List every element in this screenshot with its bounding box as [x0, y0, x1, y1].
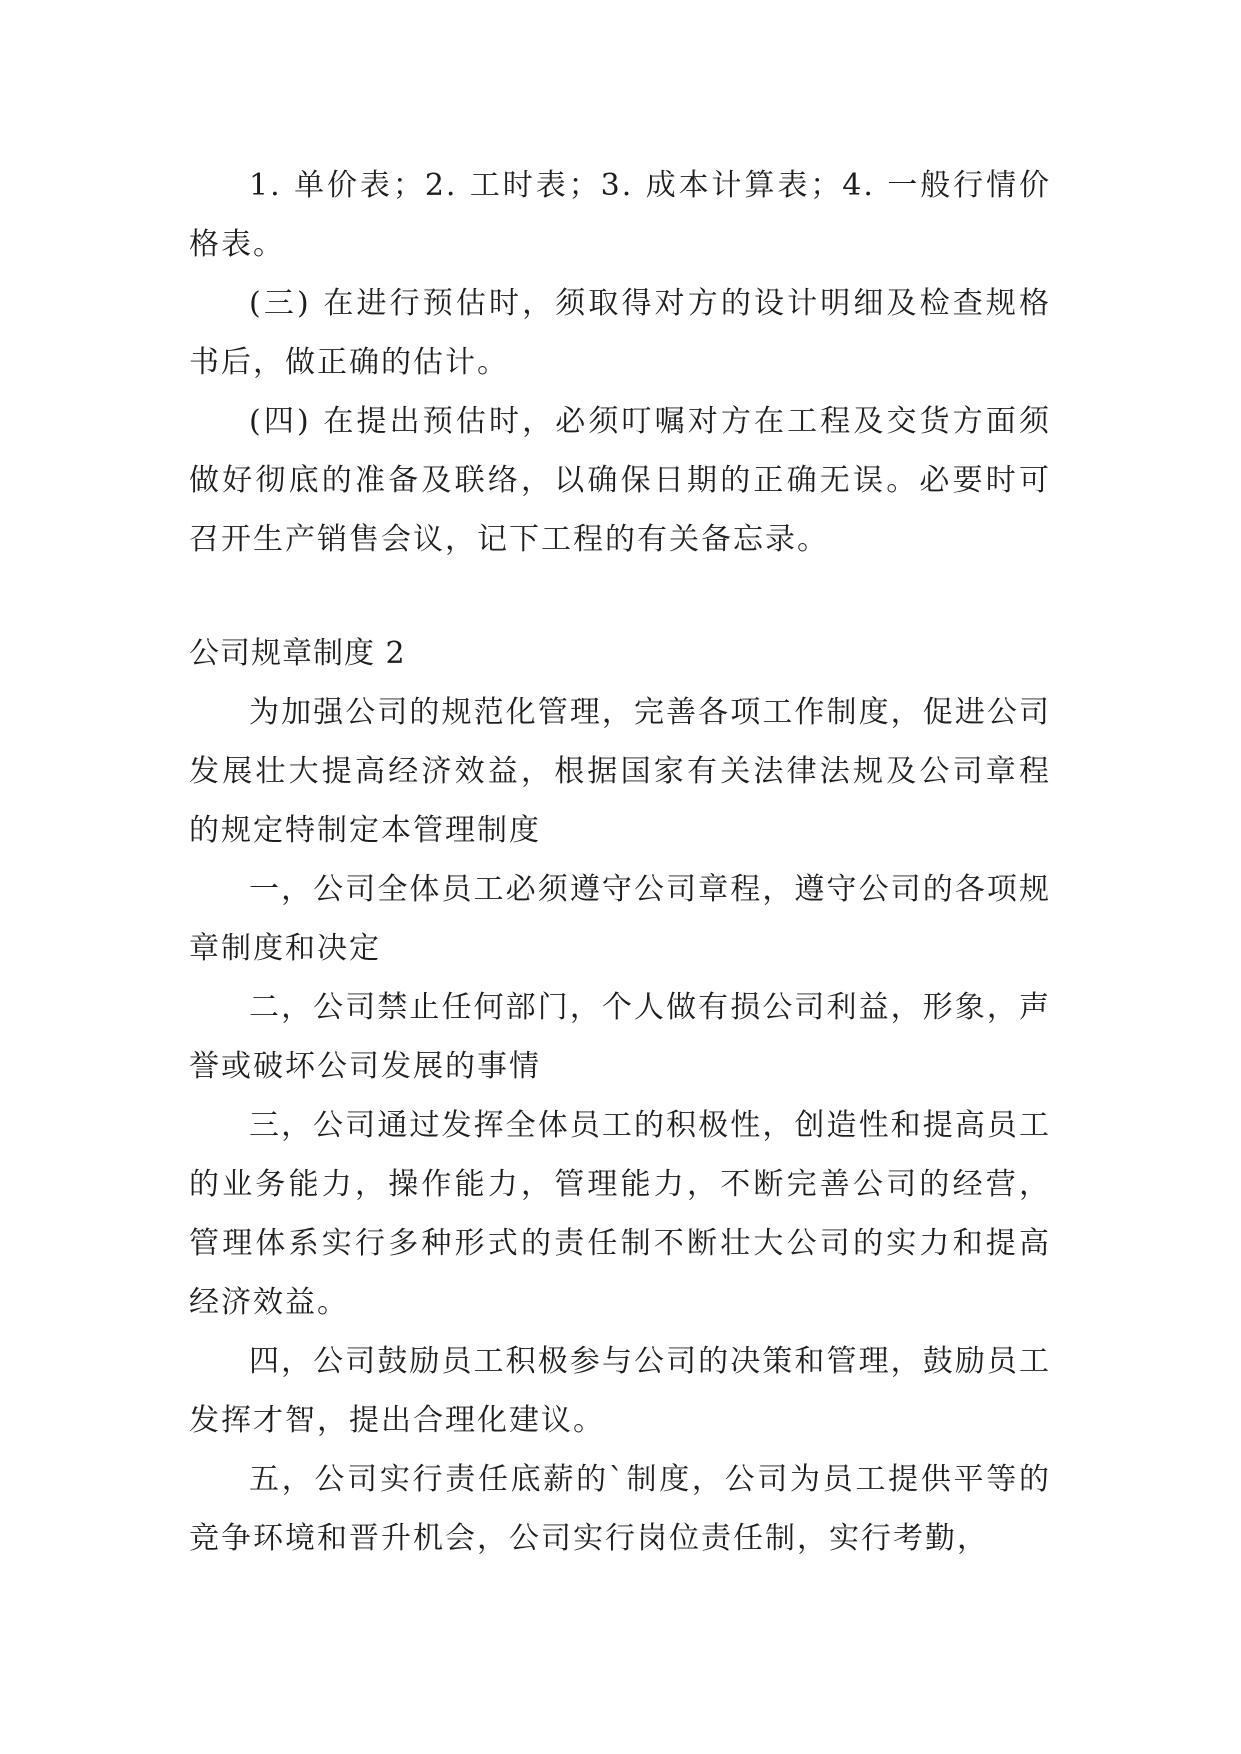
estimate-clause-three: (三) 在进行预估时，须取得对方的设计明细及检查规格书后，做正确的估计。: [189, 286, 1051, 380]
rule-two: 二，公司禁止任何部门，个人做有损公司利益，形象，声誉或破坏公司发展的事情: [189, 990, 1051, 1084]
rule-four: 四，公司鼓励员工积极参与公司的决策和管理，鼓励员工发挥才智，提出合理化建议。: [189, 1344, 1051, 1438]
document-content: [189, 156, 1051, 1568]
intro-paragraph: 为加强公司的规范化管理，完善各项工作制度，促进公司发展壮大提高经济效益，根据国家有关法律法规及公司章程的规定特制定本管理制度: [189, 695, 1051, 848]
rule-one: 一，公司全体员工必须遵守公司章程，遵守公司的各项规章制度和决定: [189, 872, 1051, 966]
section-title: 公司规章制度 2: [189, 636, 406, 671]
estimate-clause-four: (四) 在提出预估时，必须叮嘱对方在工程及交货方面须做好彻底的准备及联络，以确保日期的正确无误。必要时可召开生产销售会议，记下工程的有关备忘录。: [189, 404, 1051, 557]
price-list-paragraph: 1. 单价表；2. 工时表；3. 成本计算表；4. 一般行情价格表。: [189, 168, 1051, 262]
rule-five: 五，公司实行责任底薪的`制度，公司为员工提供平等的竞争环境和晋升机会，公司实行岗位责任制，实行考勤，: [189, 1462, 1051, 1556]
rule-three: 三，公司通过发挥全体员工的积极性，创造性和提高员工的业务能力，操作能力，管理能力，不断完善公司的经营，管理体系实行多种形式的责任制不断壮大公司的实力和提高经济效益。: [189, 1108, 1051, 1320]
